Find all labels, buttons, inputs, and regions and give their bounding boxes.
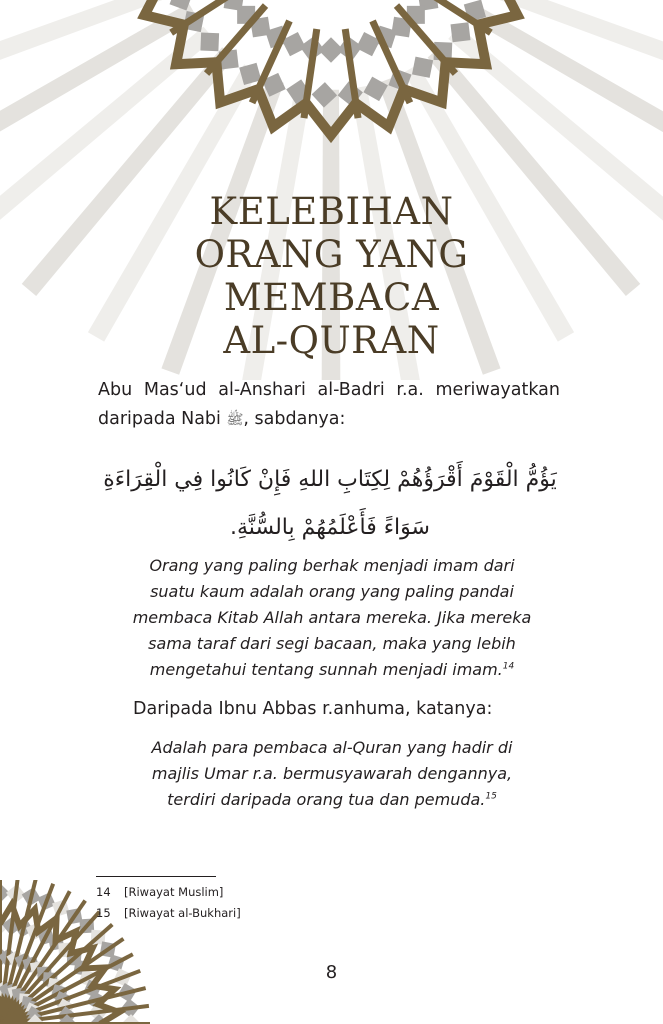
footnote (96, 882, 241, 903)
ornament-ray (465, 3, 663, 173)
intro-text: Abu Mas‘ud al-Anshari al-Badri r.a. meriwayatkan daripada Nabi (98, 380, 560, 429)
intro-after: , sabdanya: (243, 409, 346, 429)
title-line: KELEBIHAN (209, 190, 454, 233)
footnotes (96, 882, 241, 924)
ornament-tile (451, 22, 471, 42)
ornament-tile (224, 0, 245, 11)
arabic-hadith (100, 456, 560, 552)
second-paragraph: Daripada Ibnu Abbas r.anhuma, katanya: (133, 699, 493, 719)
ornament-tile (412, 57, 433, 78)
title-line: AL-QURAN (223, 319, 440, 362)
quote-text: Orang yang paling berhak menjadi imam dari suatu kaum adalah orang yang paling pandai membaca Kitab Allah antara mereka. Jika mereka sama taraf dari segi bacaan, maka yang lebih mengetahui tentang sunnah menjadi imam. (132, 556, 532, 679)
footnote-ref[interactable]: 15 (485, 791, 497, 802)
quote-text: Adalah para pembaca al-Quran yang hadir di majlis Umar r.a. bermusyawarah dengannya, terdiri daripada orang tua dan pemuda. (151, 738, 513, 809)
title-line: ORANG YANG (194, 233, 469, 276)
footnote-text: [Riwayat Muslim] (124, 885, 224, 899)
arabic-line: يَؤُمُّ الْقَوْمَ أَقْرَؤُهُمْ لِكِتَابِ اللهِ فَإِنْ كَانُوا فِي الْقِرَاءَةِ (103, 467, 557, 492)
title-line: MEMBACA (223, 276, 440, 319)
hadith-translation-2 (130, 735, 534, 813)
footnote (96, 903, 241, 924)
footnote-number: 14 (96, 885, 111, 899)
arabic-line: سَوَاءً فَأَعْلَمُهُمْ بِالسُّنَّةِ. (230, 515, 430, 540)
footnote-number: 15 (96, 906, 111, 920)
honorific-symbol: ﷺ (226, 412, 244, 428)
page-title (0, 190, 663, 362)
footnote-text: [Riwayat al-Bukhari] (124, 906, 241, 920)
footnote-ref[interactable]: 14 (502, 661, 515, 672)
page-number: 8 (325, 962, 338, 983)
ornament-tile (200, 33, 219, 52)
intro-paragraph (98, 376, 560, 435)
ornament-ray (0, 3, 197, 173)
hadith-translation-1 (130, 553, 534, 683)
footnote-divider (96, 876, 216, 877)
